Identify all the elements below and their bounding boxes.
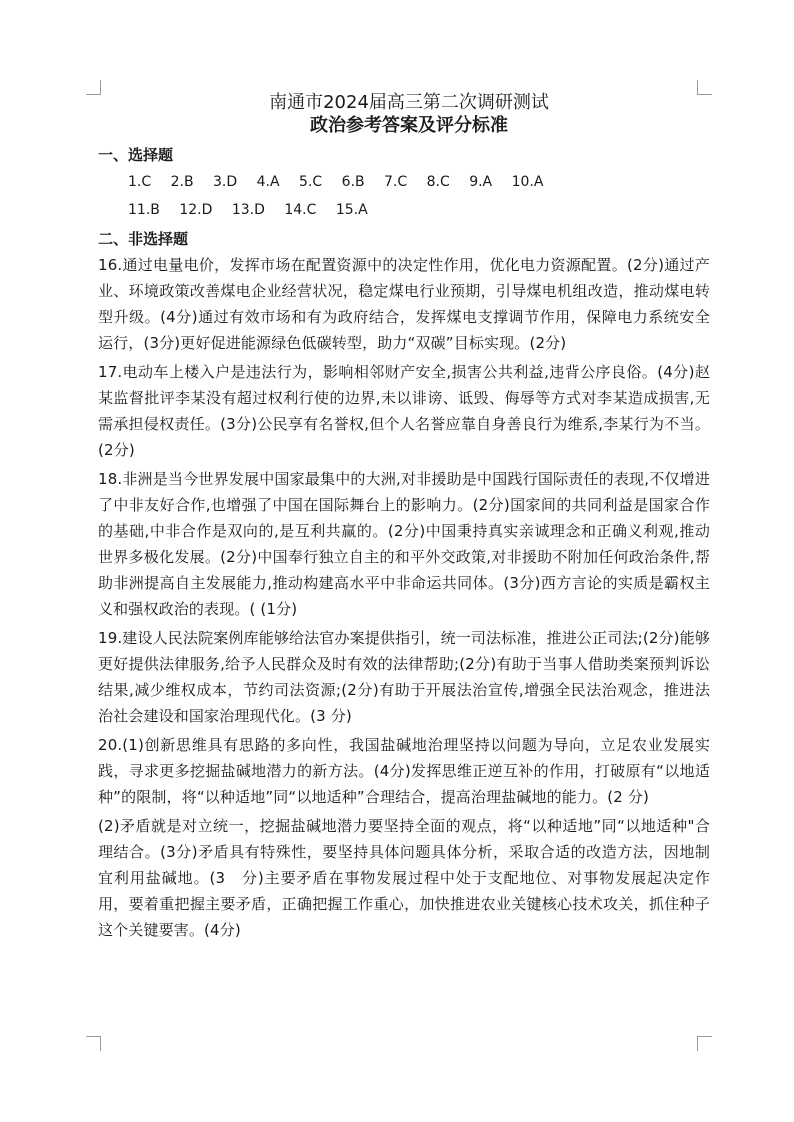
document-page (98, 92, 710, 946)
answer-item: 14.C (284, 202, 317, 218)
section-heading-non-multiple-choice: 二、非选择题 (98, 230, 189, 248)
answer-row-2 (98, 196, 710, 224)
answer-paragraph-20-1: 20.(1)创新思维具有思路的多向性，我国盐碱地治理坚持以问题为导向，立足农业发展实践，寻求更多挖掘盐碱地潜力的新方法。(4分)发挥思维正逆互补的作用，打破原有“以地适种”的限制，将“以种适地”同“以地适种”合理结合，提高治理盐碱地的能力。(2 分) (98, 736, 710, 806)
answer-item: 6.B (341, 174, 365, 190)
crop-mark-bottom-right (697, 1036, 712, 1051)
answer-item: 11.B (128, 202, 160, 218)
answer-item: 8.C (426, 174, 450, 190)
crop-mark-bottom-left (86, 1036, 101, 1051)
answer-item: 7.C (384, 174, 408, 190)
answer-row-1 (98, 168, 710, 196)
answer-item: 2.B (170, 174, 194, 190)
answer-item: 4.A (256, 174, 280, 190)
answer-item: 1.C (128, 174, 152, 190)
answer-paragraph-18: 18.非洲是当今世界发展中国家最集中的大洲,对非援助是中国践行国际责任的表现,不仅增进了中非友好合作,也增强了中国在国际舞台上的影响力。(2分)国家间的共同利益是国家合作的基础,中非合作是双向的,是互利共赢的。(2分)中国秉持真实亲诚理念和正确义利观,推动世界多极化发展。(2分)中国奉行独立自主的和平外交政策,对非援助不附加任何政治条件,帮助非洲提高自主发展能力,推动构建高水平中非命运共同体。(3分)西方言论的实质是霸权主义和强权政治的表现。( (1分) (98, 470, 710, 618)
answer-item: 9.A (469, 174, 493, 190)
answer-paragraph-17: 17.电动车上楼入户是违法行为，影响相邻财产安全,损害公共利益,违背公序良俗。(4分)赵某监督批评李某没有超过权利行使的边界,未以诽谤、诋毁、侮辱等方式对李某造成损害,无需承担侵权责任。(3分)公民享有名誉权,但个人名誉应靠自身善良行为维系,李某行为不当。(2分) (98, 363, 710, 459)
answer-item: 10.A (511, 174, 544, 190)
document-subtitle: 政治参考答案及评分标准 (310, 115, 508, 136)
answer-item: 3.D (213, 174, 238, 190)
document-title: 南通市2024届高三第二次调研测试 (269, 92, 549, 113)
section-heading-multiple-choice: 一、选择题 (98, 146, 174, 164)
answer-item: 12.D (179, 202, 213, 218)
answer-item: 5.C (299, 174, 323, 190)
answer-paragraph-20-2: (2)矛盾就是对立统一，挖掘盐碱地潜力要坚持全面的观点，将“以种适地”同“以地适种"合理结合。(3分)矛盾具有特殊性，要坚持具体问题具体分析，采取合适的改造方法，因地制宜利用盐碱地。(3 分)主要矛盾在事物发展过程中处于支配地位、对事物发展起决定作用，要着重把握主要矛盾，正确把握工作重心，加快推进农业关键核心技术攻关，抓住种子这个关键要害。(4分) (98, 817, 710, 939)
answer-paragraph-19: 19.建设人民法院案例库能够给法官办案提供指引，统一司法标准，推进公正司法;(2分)能够更好提供法律服务,给予人民群众及时有效的法律帮助;(2分)有助于当事人借助类案预判诉讼结果,减少维权成本，节约司法资源;(2分)有助于开展法治宣传,增强全民法治观念，推进法治社会建设和国家治理现代化。(3 分) (98, 629, 710, 725)
answer-item: 15.A (335, 202, 368, 218)
answer-item: 13.D (231, 202, 265, 218)
answer-paragraph-16: 16.通过电量电价，发挥市场在配置资源中的决定性作用，优化电力资源配置。(2分)通过产业、环境政策改善煤电企业经营状况，稳定煤电行业预期，引导煤电机组改造，推动煤电转型升级。(4分)通过有效市场和有为政府结合，发挥煤电支撑调节作用，保障电力系统安全运行，(3分)更好促进能源绿色低碳转型，助力“双碳”目标实现。(2分) (98, 256, 710, 352)
